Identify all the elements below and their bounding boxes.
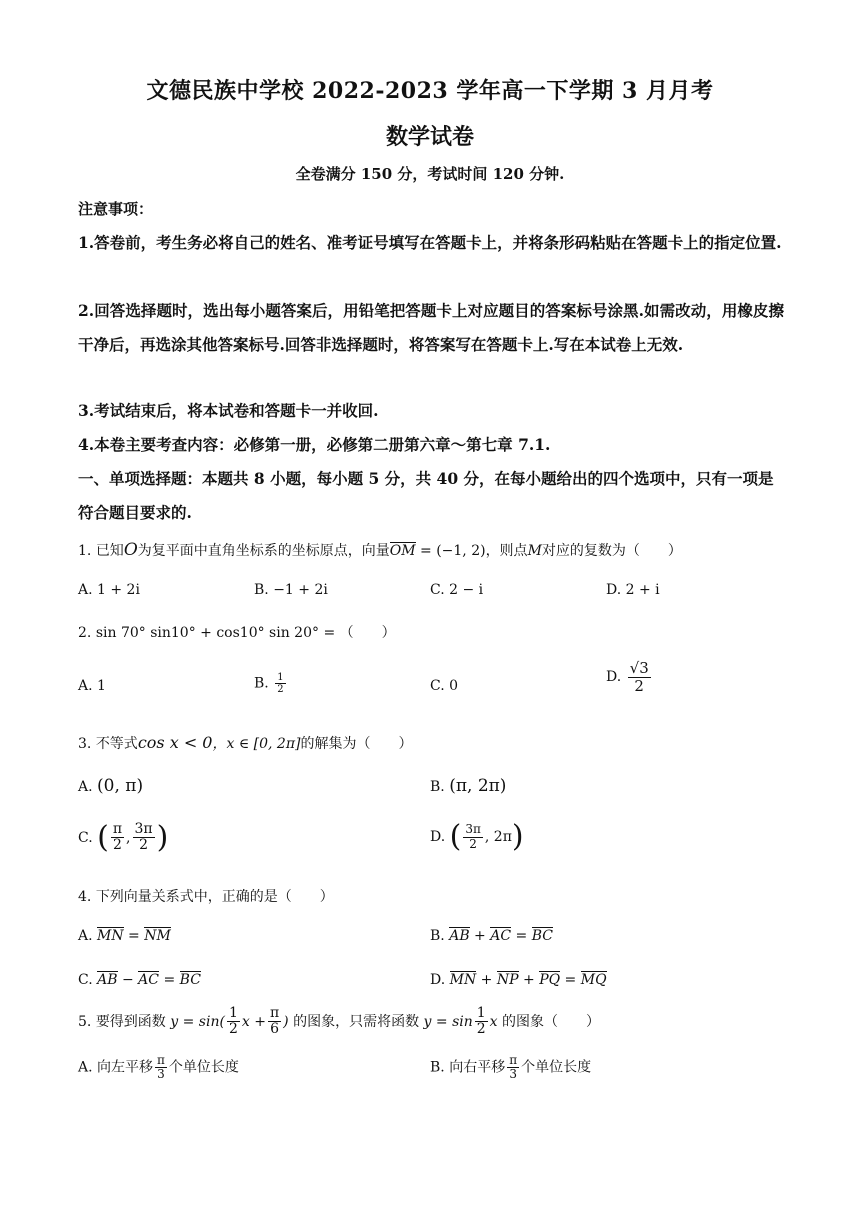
question-text: ，则点 [485, 543, 528, 559]
option-label: C. [78, 829, 93, 846]
section-heading: 一、单项选择题：本题共 8 小题，每小题 5 分，共 40 分，在每小题给出的四个选项中，只有一项是符合题目要求的. [78, 469, 774, 522]
notice-item-2: 2.回答选择题时，选出每小题答案后，用铅笔把答题卡上对应题目的答案标号涂黑.如需改动，用橡皮擦干净后，再选涂其他答案标号.回答非选择题时，将答案写在答题卡上.写在本试卷上无效. [78, 301, 784, 354]
q4-option-c[interactable]: C. AB − AC = BC [78, 972, 201, 988]
exam-title: 文德民族中学校 2022-2023 学年高一下学期 3 月月考 [146, 78, 714, 104]
option-label: A. [78, 779, 93, 795]
domain: ，x ∈ [0, 2π] [212, 736, 301, 752]
question-text: 的图象，只需将函数 [293, 1013, 420, 1030]
option-label: A. [78, 1059, 93, 1076]
option-label: B. [430, 779, 445, 795]
fraction: $\frac{1}{2}$ [277, 672, 284, 695]
fraction: $\frac{\pi}{6}$ [269, 1005, 280, 1038]
question-text: 对应的复数为（ ） [541, 543, 682, 559]
option-label: B. [430, 928, 445, 944]
q4-option-a[interactable]: A. MN = NM [78, 928, 171, 944]
q5-option-a[interactable]: A. 向左平移 $\frac{\pi}{3}$ 个单位长度 [78, 1053, 239, 1082]
question-3 [78, 733, 412, 753]
fraction: $\frac{\pi}{3}$ [157, 1053, 165, 1082]
option-label: D. [430, 972, 446, 988]
interval: (0, π) [97, 776, 144, 796]
q4-option-d[interactable]: D. MN + NP + PQ = MQ [430, 972, 607, 988]
q5-option-b[interactable]: B. 向右平移 $\frac{\pi}{3}$ 个单位长度 [430, 1053, 592, 1082]
fraction: $\frac{√3}{2}$ [629, 659, 649, 695]
exam-subtitle: 数学试卷 [385, 124, 474, 150]
origin-symbol: O [123, 540, 138, 560]
q4-option-b[interactable]: B. AB + AC = BC [430, 928, 553, 944]
interval: (π, 2π) [449, 776, 507, 796]
option-label: C. [78, 972, 93, 988]
question-text: 的图象（ ） [502, 1013, 601, 1030]
q3-option-b[interactable] [430, 776, 506, 796]
q2-option-a[interactable]: A. 1 [78, 678, 106, 694]
question-text: 下列向量关系式中，正确的是（ ） [95, 889, 334, 905]
question-number: 2. [78, 625, 92, 641]
question-5: 5. 要得到函数 y = sin( $\frac{1}{2}$ x + $\frac{\pi}{6}$ ) 的图象，只需将函数 y = sin $\frac{1}{2}$ x 的图象（ ） [78, 1005, 601, 1038]
q2-option-c[interactable]: C. 0 [430, 678, 459, 694]
notice-item-3: 3.考试结束后，将本试卷和答题卡一并收回. [78, 401, 379, 420]
question-number: 5. [78, 1013, 92, 1030]
trig-expression: sin 70° sin10° + cos10° sin 20° = （ ） [95, 625, 396, 641]
question-number: 1. [78, 543, 92, 559]
option-label: B. [254, 675, 269, 692]
full-mark-line: 全卷满分 150 分，考试时间 120 分钟. [295, 165, 565, 183]
question-2 [78, 622, 396, 642]
q3-option-d[interactable]: D. ( $\frac{3\pi}{2}$ , 2π) [430, 819, 524, 854]
q3-option-c[interactable]: C. ( $\frac{\pi}{2}$ , $\frac{3\pi}{2}$ ) [78, 819, 169, 855]
question-number: 3. [78, 736, 92, 752]
q2-option-d[interactable] [606, 660, 653, 694]
question-text: 要得到函数 [95, 1013, 166, 1030]
fraction: $\frac{3\pi}{2}$ [134, 821, 153, 854]
notice-item-4: 4.本卷主要考查内容：必修第一册，必修第二册第六章～第七章 7.1. [78, 435, 551, 454]
fraction: $\frac{\pi}{2}$ [112, 821, 123, 854]
option-label: A. [78, 928, 93, 944]
point-m: M [527, 543, 542, 559]
option-label: B. [430, 1059, 445, 1076]
vector-value: = (−1, 2) [415, 543, 486, 559]
option-label: D. [430, 829, 446, 845]
q1-option-b[interactable]: B. −1 + 2i [254, 582, 328, 598]
question-1 [78, 540, 682, 560]
fraction: $\frac{1}{2}$ [228, 1005, 238, 1038]
vector-om: OM [389, 543, 416, 559]
question-text: 的解集为（ ） [300, 736, 413, 752]
question-number: 4. [78, 889, 92, 905]
fraction: $\frac{\pi}{3}$ [509, 1053, 518, 1082]
notice-item-1: 1.答卷前，考生务必将自己的姓名、准考证号填写在答题卡上，并将条形码粘贴在答题卡上的指定位置. [78, 233, 782, 252]
question-4 [78, 886, 334, 906]
question-text: 已知 [95, 543, 124, 559]
fraction: $\frac{3\pi}{2}$ [465, 822, 481, 851]
q1-option-c[interactable]: C. 2 − i [430, 582, 484, 598]
fraction: $\frac{1}{2}$ [476, 1005, 486, 1038]
question-text: 不等式 [95, 736, 138, 752]
option-label: D. [606, 669, 622, 685]
q1-option-d[interactable]: D. 2 + i [606, 582, 660, 598]
notice-heading: 注意事项： [78, 200, 154, 218]
q3-option-a[interactable] [78, 776, 143, 796]
q1-option-a[interactable]: A. 1 + 2i [78, 582, 140, 598]
inequality: cos x < 0 [137, 733, 213, 752]
question-text: 为复平面中直角坐标系的坐标原点，向量 [137, 543, 390, 559]
q2-option-b[interactable] [254, 672, 288, 695]
